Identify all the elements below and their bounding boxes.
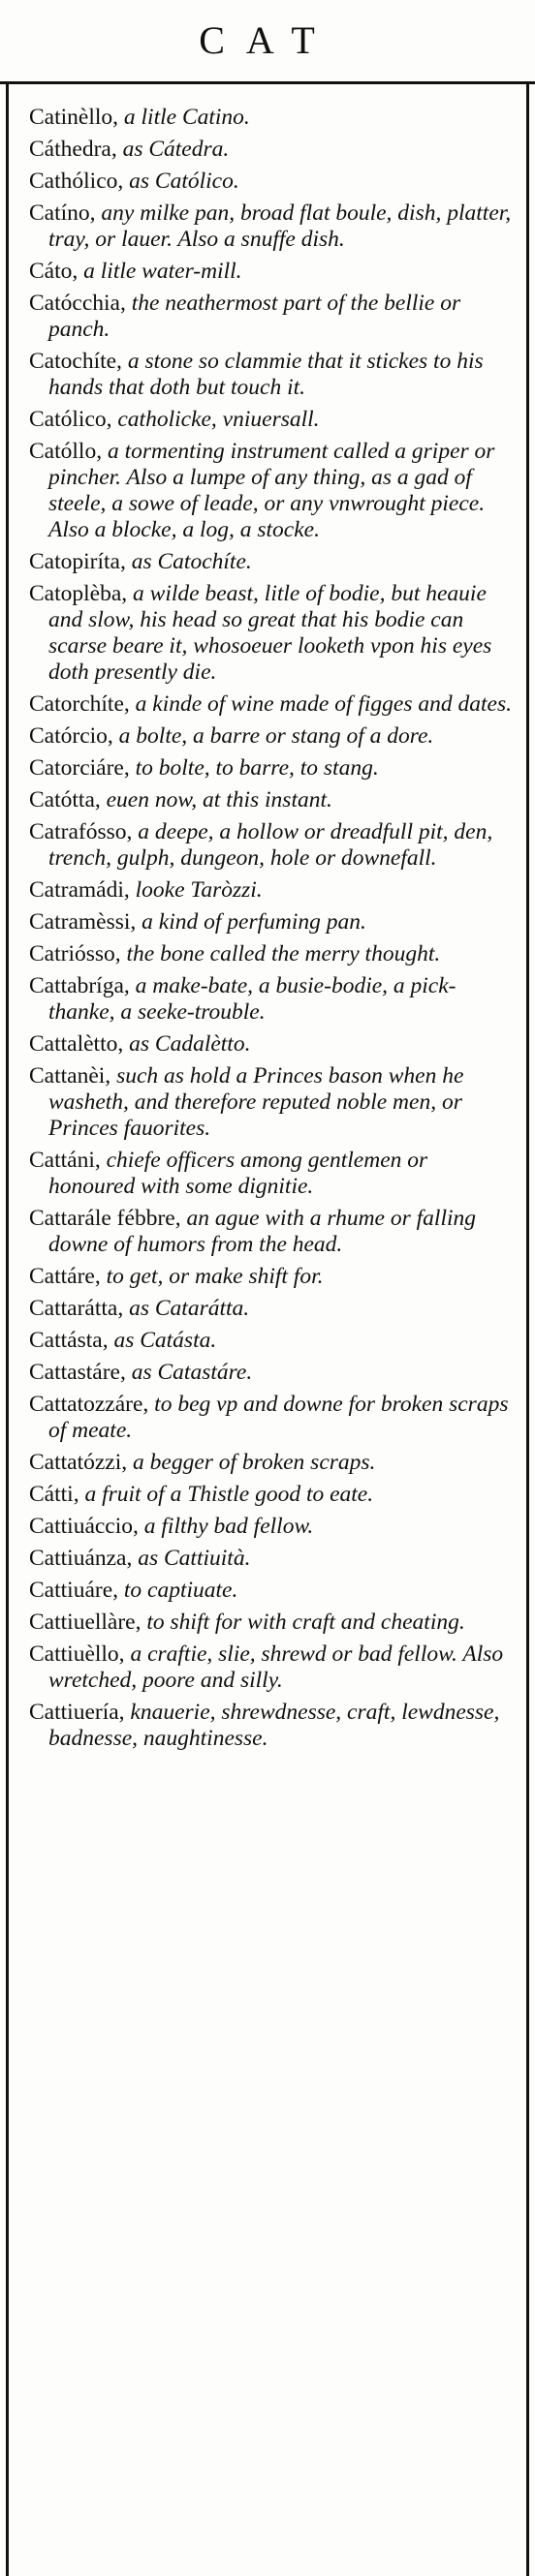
headword: Catíno,	[29, 200, 96, 226]
definition: such as hold a Princes bason when he washeth, and therefore reputed noble men, or Princes fauorites.	[48, 1063, 464, 1141]
entry	[29, 200, 519, 253]
headword: Cattiuáccio,	[29, 1514, 139, 1539]
headword: Catorchíte,	[29, 691, 130, 717]
definition: to get, or make shift for.	[100, 1264, 324, 1289]
definition: as Catarátta.	[123, 1296, 250, 1321]
definition: the bone called the merry thought.	[120, 941, 441, 966]
definition: the neathermost part of the bellie or panch.	[48, 291, 461, 342]
entry	[29, 755, 519, 782]
definition: a deepe, a hollow or dreadfull pit, den, trench, gulph, dungeon, hole or downefall.	[48, 819, 493, 871]
headword: Cattatózzi,	[29, 1450, 128, 1475]
definition: a litle Catino.	[118, 105, 250, 130]
definition: an ague with a rhume or falling downe of humors from the head.	[48, 1206, 476, 1257]
entry	[29, 549, 519, 575]
definition: a wilde beast, litle of bodie, but heauie and slow, his head so great that his bodie can scarse beare it, whosoeuer looketh vpon his eyes doth presently die.	[48, 581, 492, 685]
headword: Cattiuellàre,	[29, 1610, 142, 1635]
entry	[29, 1328, 519, 1354]
entry	[29, 1641, 519, 1694]
definition: chiefe officers among gentlemen or honoured with some dignitie.	[48, 1148, 428, 1199]
definition: a begger of broken scraps.	[127, 1450, 376, 1475]
headword: Catochíte,	[29, 349, 122, 374]
running-head: CAT	[199, 18, 336, 62]
headword: Catopiríta,	[29, 549, 126, 574]
entry	[29, 941, 519, 967]
entry	[29, 1148, 519, 1200]
definition: a stone so clammie that it stickes to his hands that doth but touch it.	[48, 349, 484, 400]
definition: as Catochíte.	[125, 549, 252, 574]
entry	[29, 1450, 519, 1476]
headword: Cattiuánza,	[29, 1546, 133, 1571]
entry	[29, 1578, 519, 1604]
entry	[29, 259, 519, 285]
entry	[29, 1296, 519, 1322]
entry	[29, 1063, 519, 1142]
definition: a filthy bad fellow.	[138, 1514, 314, 1539]
definition: to shift for with craft and cheating.	[141, 1610, 465, 1635]
definition: as Cadalètto.	[123, 1031, 251, 1057]
definition: euen now, at this instant.	[100, 787, 332, 813]
definition: a bolte, a barre or stang of a dore.	[112, 723, 434, 749]
definition: as Cátedra.	[116, 137, 230, 162]
entry	[29, 691, 519, 718]
entry	[29, 1546, 519, 1572]
headword: Catorciáre,	[29, 755, 130, 781]
headword: Cattabríga,	[29, 973, 130, 998]
headword: Catriósso,	[29, 941, 121, 966]
entry	[29, 105, 519, 131]
definition: a craftie, slie, shrewd or bad fellow. Also wretched, poore and silly.	[48, 1641, 504, 1693]
headword: Cattiuáre,	[29, 1578, 119, 1603]
definition: a tormenting instrument called a griper or pincher. Also a lumpe of any thing, as a gad of steele, a sowe of leade, or any vnwrought piece. Also a blocke, a log, a stocke.	[48, 439, 495, 542]
entry	[29, 291, 519, 343]
definition: a make-bate, a busie-bodie, a pick-thanke, a seeke-trouble.	[48, 973, 456, 1025]
entry	[29, 349, 519, 401]
entry	[29, 1514, 519, 1540]
headword: Cattarále fébbre,	[29, 1206, 181, 1231]
headword: Cattanèi,	[29, 1063, 111, 1089]
headword: Catramèssi,	[29, 909, 137, 935]
headword: Cathólico,	[29, 169, 124, 194]
entry	[29, 407, 519, 433]
headword: Cattarátta,	[29, 1296, 124, 1321]
entry	[29, 1610, 519, 1636]
definition: as Católico.	[123, 169, 239, 194]
entry	[29, 1482, 519, 1508]
entry	[29, 581, 519, 686]
definition: looke Taròzzi.	[129, 877, 263, 903]
definition: any milke pan, broad flat boule, dish, platter, tray, or lauer. Also a snuffe dish.	[48, 200, 512, 252]
headword: Católlo,	[29, 439, 103, 464]
left-column-rule	[6, 81, 9, 2576]
headword: Catórcio,	[29, 723, 113, 749]
entry	[29, 787, 519, 813]
headword: Cáto,	[29, 259, 79, 284]
entry-list	[29, 105, 519, 1758]
headword: Cattiuería,	[29, 1700, 125, 1725]
headword: Catramádi,	[29, 877, 130, 903]
headword: Cattiuèllo,	[29, 1641, 125, 1667]
headword: Catrafósso,	[29, 819, 133, 844]
headword: Catótta,	[29, 787, 101, 813]
headword: Católico,	[29, 407, 112, 432]
definition: a kinde of wine made of figges and dates.	[129, 691, 512, 717]
headword: Catoplèba,	[29, 581, 128, 606]
entry	[29, 1360, 519, 1386]
headword: Cattatozzáre,	[29, 1392, 149, 1417]
entry	[29, 723, 519, 750]
entry	[29, 1031, 519, 1058]
headword: Cáthedra,	[29, 137, 117, 162]
entry	[29, 439, 519, 543]
definition: to captiuate.	[118, 1578, 238, 1603]
entry	[29, 1392, 519, 1444]
definition: a litle water-mill.	[78, 259, 242, 284]
entry	[29, 877, 519, 904]
headword: Catinèllo,	[29, 105, 119, 130]
definition: a fruit of a Thistle good to eate.	[79, 1482, 374, 1507]
definition: catholicke, vniuersall.	[111, 407, 320, 432]
headword: Cattáni,	[29, 1148, 101, 1173]
top-rule	[0, 81, 535, 84]
entry	[29, 169, 519, 195]
entry	[29, 819, 519, 872]
definition: as Catastáre.	[125, 1360, 253, 1385]
definition: to beg vp and downe for broken scraps of meate.	[48, 1392, 509, 1443]
headword: Cattalètto,	[29, 1031, 124, 1057]
entry	[29, 137, 519, 163]
entry	[29, 1264, 519, 1290]
definition: knauerie, shrewdnesse, craft, lewdnesse, badnesse, naughtinesse.	[48, 1700, 500, 1751]
headword: Cattastáre,	[29, 1360, 126, 1385]
entry	[29, 909, 519, 935]
entry	[29, 1700, 519, 1752]
right-column-rule	[526, 81, 529, 2576]
page-header	[0, 0, 535, 81]
definition: a kind of perfuming pan.	[136, 909, 366, 935]
headword: Cátti,	[29, 1482, 79, 1507]
definition: as Catásta.	[108, 1328, 217, 1353]
definition: to bolte, to barre, to stang.	[129, 755, 379, 781]
headword: Cattásta,	[29, 1328, 109, 1353]
headword: Catócchia,	[29, 291, 126, 316]
entry	[29, 1206, 519, 1258]
headword: Cattáre,	[29, 1264, 101, 1289]
definition: as Cattiuità.	[132, 1546, 251, 1571]
entry	[29, 973, 519, 1026]
